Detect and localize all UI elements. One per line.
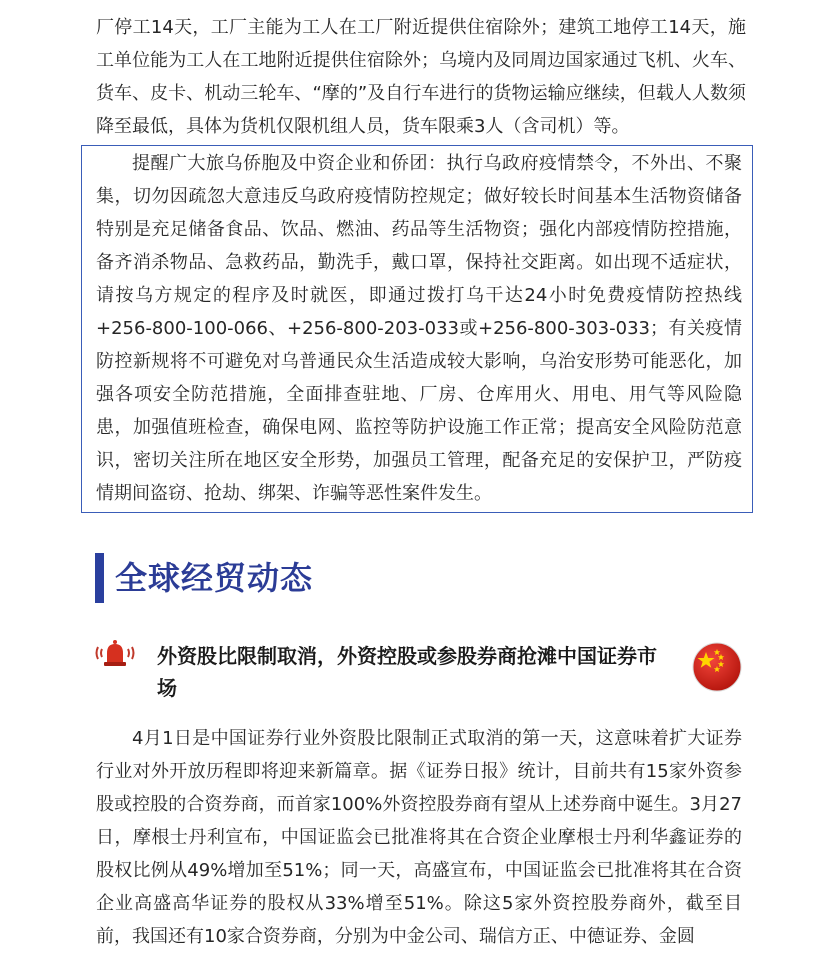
intro-paragraph: 厂停工14天，工厂主能为工人在工厂附近提供住宿除外；建筑工地停工14天，施工单位能为工人在工地附近提供住宿除外；乌境内及同周边国家通过飞机、火车、货车、皮卡、机动三轮车、“摩的”及自行车进行的货物运输应继续，但载人人数须降至最低，具体为货机仅限机组人员，货车限乘3人（含司机）等。	[96, 17, 746, 137]
section-title: 全球经贸动态	[115, 559, 314, 597]
article-title: 外资股比限制取消，外资控股或参股券商抢滩中国证券市场	[157, 644, 657, 700]
china-flag-icon	[692, 642, 742, 692]
article-body: 4月1日是中国证券行业外资股比限制正式取消的第一天，这意味着扩大证券行业对外开放历程即将迎来新篇章。据《证券日报》统计，目前共有15家外资参股或控股的合资券商，而首家100%外资控股券商有望从上述券商中诞生。3月27日，摩根士丹利宣布，中国证监会已批准将其在合资企业摩根士丹利华鑫证券的股权比例从49%增加至51%；同一天，高盛宣布，中国证监会已批准将其在合资企业高盛高华证券的股权从33%增至51%。除这5家外资控股券商外，截至目前，我国还有10家合资券商，分别为中金公司、瑞信方正、中德证券、金圆	[96, 728, 742, 947]
notice-paragraph: 提醒广大旅乌侨胞及中资企业和侨团：执行乌政府疫情禁令，不外出、不聚集，切勿因疏忽大意违反乌政府疫情防控规定；做好较长时间基本生活物资储备特别是充足储备食品、饮品、燃油、药品等生活物资；强化内部疫情防控措施，备齐消杀物品、急救药品，勤洗手，戴口罩，保持社交距离。如出现不适症状，请按乌方规定的程序及时就医，即通过拨打乌干达24小时免费疫情防控热线+256-800-100-066、+256-800-203-033或+256-800-303-033；有关疫情防控新规将不可避免对乌普通民众生活造成较大影响，乌治安形势可能恶化，加强各项安全防范措施，全面排查驻地、厂房、仓库用火、用电、用气等风险隐患，加强值班检查，确保电网、监控等防护设施工作正常；提高安全风险防范意识，密切关注所在地区安全形势，加强员工管理，配备充足的安保护卫，严防疫情期间盗窃、抢劫、绑架、诈骗等恶性案件发生。	[96, 153, 742, 504]
bell-icon	[92, 638, 138, 668]
section-accent-bar	[95, 553, 104, 603]
